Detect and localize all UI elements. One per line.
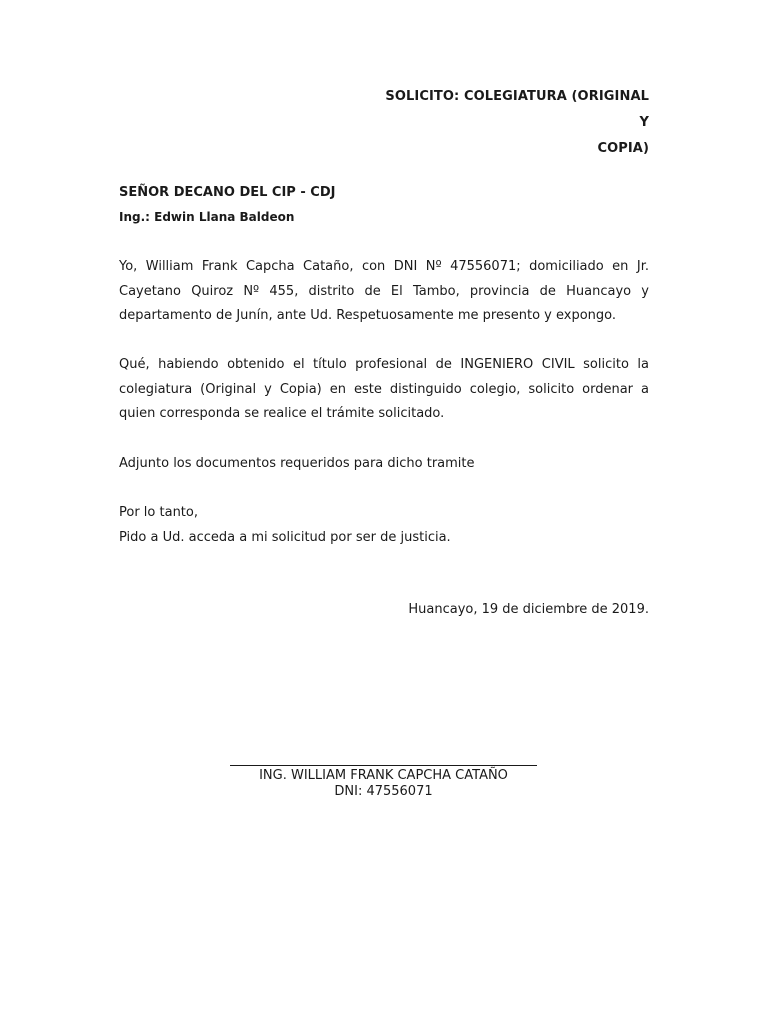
signature-block xyxy=(230,748,537,800)
closing-line-2: Pido a Ud. acceda a mi solicitud por ser de justicia. xyxy=(119,529,451,545)
addressee-block xyxy=(119,182,649,230)
subject-heading xyxy=(380,84,649,162)
body-paragraph-identification: Yo, William Frank Capcha Cataño, con DNI Nº 47556071; domiciliado en Jr. Cayetano Quiroz Nº 455, distrito de El Tambo, provincia de Huancayo y departamento de Junín, ante Ud. Respetuosamente me presento y expongo. xyxy=(119,259,649,323)
body-paragraph-attachments: Adjunto los documentos requeridos para dicho tramite xyxy=(119,456,475,471)
closing-line-1: Por lo tanto, xyxy=(119,505,198,520)
signature-dni: DNI: 47556071 xyxy=(334,784,433,799)
subject-line-1: SOLICITO: COLEGIATURA (ORIGINAL Y xyxy=(385,89,649,130)
signature-name: ING. WILLIAM FRANK CAPCHA CATAÑO xyxy=(259,768,508,783)
closing-block xyxy=(119,501,649,550)
signature-line xyxy=(230,748,537,766)
addressee-name: Ing.: Edwin Llana Baldeon xyxy=(119,210,295,224)
addressee-title: SEÑOR DECANO DEL CIP - CDJ xyxy=(119,185,336,200)
body-paragraph-request: Qué, habiendo obtenido el título profesional de INGENIERO CIVIL solicito la colegiatura (Original y Copia) en este distinguido colegio, solicito ordenar a quien corresponda se realice el trámite solicitado. xyxy=(119,357,649,421)
place-date: Huancayo, 19 de diciembre de 2019. xyxy=(408,602,649,617)
subject-line-2: COPIA) xyxy=(597,141,649,156)
